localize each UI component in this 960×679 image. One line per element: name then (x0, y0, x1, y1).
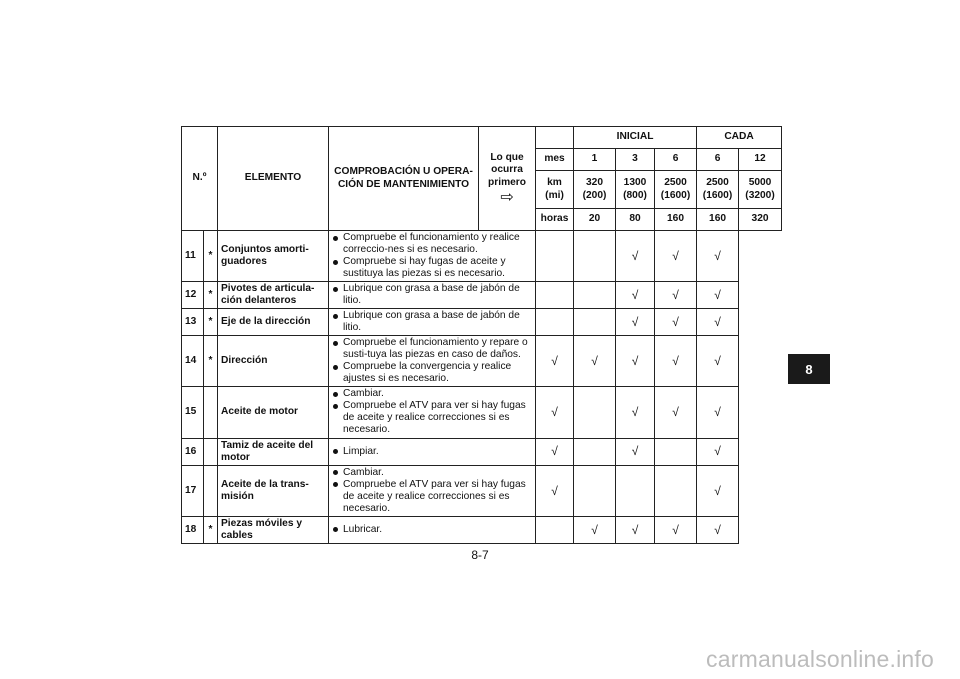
operation-list (332, 524, 532, 536)
chapter-tab: 8 (788, 354, 830, 384)
row-number: 11 (182, 231, 204, 282)
check-cell (697, 309, 739, 336)
row-number: 16 (182, 438, 204, 465)
check-mark-icon: √ (714, 444, 721, 459)
check-mark-icon: √ (714, 354, 721, 369)
header-horas-value: 80 (616, 209, 655, 231)
operation-item: Cambiar. (332, 388, 532, 400)
header-km-label: km (mi) (536, 171, 574, 209)
check-cell (536, 231, 574, 282)
row-comprobacion (329, 231, 536, 282)
check-cell (697, 465, 739, 516)
operation-list (332, 388, 532, 436)
check-mark-icon: √ (672, 315, 679, 330)
check-cell (536, 438, 574, 465)
operation-item: Compruebe el ATV para ver si hay fugas de aceite y realice correcciones si es necesario. (332, 479, 532, 515)
check-mark-icon: √ (714, 288, 721, 303)
check-mark-icon: √ (672, 405, 679, 420)
header-mes-value: 6 (697, 149, 739, 171)
table-row (182, 231, 782, 282)
table-row (182, 282, 782, 309)
operation-list (332, 283, 532, 307)
row-star: * (204, 282, 218, 309)
check-cell (536, 336, 574, 387)
check-cell (536, 282, 574, 309)
check-cell (536, 516, 574, 543)
operation-item: Compruebe el funcionamiento y repare o susti-tuya las piezas en caso de daños. (332, 337, 532, 361)
table-row (182, 438, 782, 465)
check-cell (536, 309, 574, 336)
row-comprobacion (329, 387, 536, 438)
check-mark-icon: √ (672, 522, 679, 537)
check-mark-icon: √ (672, 354, 679, 369)
check-cell (655, 336, 697, 387)
check-mark-icon: √ (631, 248, 639, 263)
check-mark-icon: √ (714, 315, 721, 330)
operation-item: Limpiar. (332, 446, 532, 458)
check-cell (616, 336, 655, 387)
operation-item: Compruebe el ATV para ver si hay fugas de aceite y realice correcciones si es necesario. (332, 400, 532, 436)
header-no: N.º (182, 127, 218, 231)
header-horas-value: 160 (697, 209, 739, 231)
arrow-right-icon: ⇨ (500, 188, 514, 206)
check-cell (574, 231, 616, 282)
operation-item: Compruebe si hay fugas de aceite y sustituya las piezas si es necesario. (332, 256, 532, 280)
row-number: 14 (182, 336, 204, 387)
check-cell (655, 309, 697, 336)
check-cell (655, 516, 697, 543)
maintenance-table (181, 126, 782, 544)
check-cell (536, 387, 574, 438)
lo-que-ocurra-label: Lo que ocurra primero (488, 152, 526, 188)
check-mark-icon: √ (714, 522, 721, 537)
operation-item: Lubricar. (332, 524, 532, 536)
header-km-value: 5000 (3200) (739, 171, 782, 209)
check-mark-icon: √ (551, 405, 558, 420)
check-mark-icon: √ (551, 444, 558, 459)
header-horas-value: 20 (574, 209, 616, 231)
check-cell (655, 387, 697, 438)
check-mark-icon: √ (631, 354, 639, 369)
check-cell (697, 336, 739, 387)
header-blank (536, 127, 574, 149)
row-comprobacion (329, 336, 536, 387)
header-mes-value: 12 (739, 149, 782, 171)
row-number: 15 (182, 387, 204, 438)
table-row (182, 336, 782, 387)
check-mark-icon: √ (631, 444, 639, 459)
table-body (182, 231, 782, 544)
check-cell (574, 516, 616, 543)
header-km-value: 2500 (1600) (655, 171, 697, 209)
operation-list (332, 446, 532, 458)
check-mark-icon: √ (631, 405, 639, 420)
header-km-value: 320 (200) (574, 171, 616, 209)
check-mark-icon: √ (631, 522, 639, 537)
operation-item: Lubrique con grasa a base de jabón de litio. (332, 283, 532, 307)
row-star (204, 387, 218, 438)
check-cell (697, 438, 739, 465)
operation-item: Compruebe el funcionamiento y realice correccio-nes si es necesario. (332, 232, 532, 256)
header-km-value: 2500 (1600) (697, 171, 739, 209)
check-cell (616, 465, 655, 516)
operation-item: Cambiar. (332, 467, 532, 479)
row-elemento: Conjuntos amorti-guadores (218, 231, 329, 282)
row-number: 13 (182, 309, 204, 336)
check-cell (616, 282, 655, 309)
check-mark-icon: √ (631, 288, 639, 303)
check-cell (697, 387, 739, 438)
row-comprobacion (329, 516, 536, 543)
check-mark-icon: √ (631, 315, 639, 330)
row-comprobacion (329, 465, 536, 516)
check-cell (616, 231, 655, 282)
check-cell (697, 516, 739, 543)
header-elemento: ELEMENTO (218, 127, 329, 231)
check-cell (655, 282, 697, 309)
check-cell (697, 282, 739, 309)
check-mark-icon: √ (714, 483, 721, 498)
row-elemento: Dirección (218, 336, 329, 387)
header-km-value: 1300 (800) (616, 171, 655, 209)
check-mark-icon: √ (551, 483, 558, 498)
check-cell (616, 387, 655, 438)
row-elemento: Eje de la dirección (218, 309, 329, 336)
row-comprobacion (329, 309, 536, 336)
table-row (182, 465, 782, 516)
check-cell (616, 516, 655, 543)
row-number: 17 (182, 465, 204, 516)
check-mark-icon: √ (714, 405, 721, 420)
row-comprobacion (329, 438, 536, 465)
header-mes-value: 3 (616, 149, 655, 171)
operation-list (332, 467, 532, 515)
check-cell (655, 438, 697, 465)
row-comprobacion (329, 282, 536, 309)
header-comprobacion: COMPROBACIÓN U OPERA-CIÓN DE MANTENIMIENTO (329, 127, 479, 231)
page-number: 8-7 (471, 548, 489, 562)
row-star: * (204, 516, 218, 543)
check-mark-icon: √ (672, 288, 679, 303)
check-mark-icon: √ (591, 354, 598, 369)
operation-list (332, 337, 532, 385)
operation-item: Compruebe la convergencia y realice ajustes si es necesario. (332, 361, 532, 385)
watermark: carmanualsonline.info (706, 646, 934, 672)
row-number: 18 (182, 516, 204, 543)
check-mark-icon: √ (714, 248, 721, 263)
row-star: * (204, 231, 218, 282)
header-inicial: INICIAL (574, 127, 697, 149)
operation-list (332, 232, 532, 280)
header-horas-value: 160 (655, 209, 697, 231)
check-cell (697, 231, 739, 282)
header-mes-value: 1 (574, 149, 616, 171)
row-elemento: Piezas móviles y cables (218, 516, 329, 543)
check-cell (655, 231, 697, 282)
check-cell (536, 465, 574, 516)
check-cell (574, 336, 616, 387)
check-mark-icon: √ (551, 354, 558, 369)
check-cell (655, 465, 697, 516)
check-mark-icon: √ (591, 522, 598, 537)
check-cell (574, 387, 616, 438)
check-mark-icon: √ (672, 248, 679, 263)
row-star (204, 465, 218, 516)
header-lo-que-ocurra (479, 127, 536, 231)
table-row (182, 387, 782, 438)
header-horas-value: 320 (739, 209, 782, 231)
operation-item: Lubrique con grasa a base de jabón de litio. (332, 310, 532, 334)
header-cada: CADA (697, 127, 782, 149)
operation-list (332, 310, 532, 334)
row-elemento: Pivotes de articula-ción delanteros (218, 282, 329, 309)
table-row (182, 516, 782, 543)
check-cell (616, 309, 655, 336)
header-mes-label: mes (536, 149, 574, 171)
row-number: 12 (182, 282, 204, 309)
row-elemento: Tamiz de aceite del motor (218, 438, 329, 465)
check-cell (574, 309, 616, 336)
check-cell (574, 282, 616, 309)
check-cell (574, 438, 616, 465)
row-elemento: Aceite de la trans-misión (218, 465, 329, 516)
row-star: * (204, 336, 218, 387)
table-row (182, 309, 782, 336)
header-mes-value: 6 (655, 149, 697, 171)
row-star: * (204, 309, 218, 336)
check-cell (574, 465, 616, 516)
row-star (204, 438, 218, 465)
check-cell (616, 438, 655, 465)
row-elemento: Aceite de motor (218, 387, 329, 438)
header-horas-label: horas (536, 209, 574, 231)
